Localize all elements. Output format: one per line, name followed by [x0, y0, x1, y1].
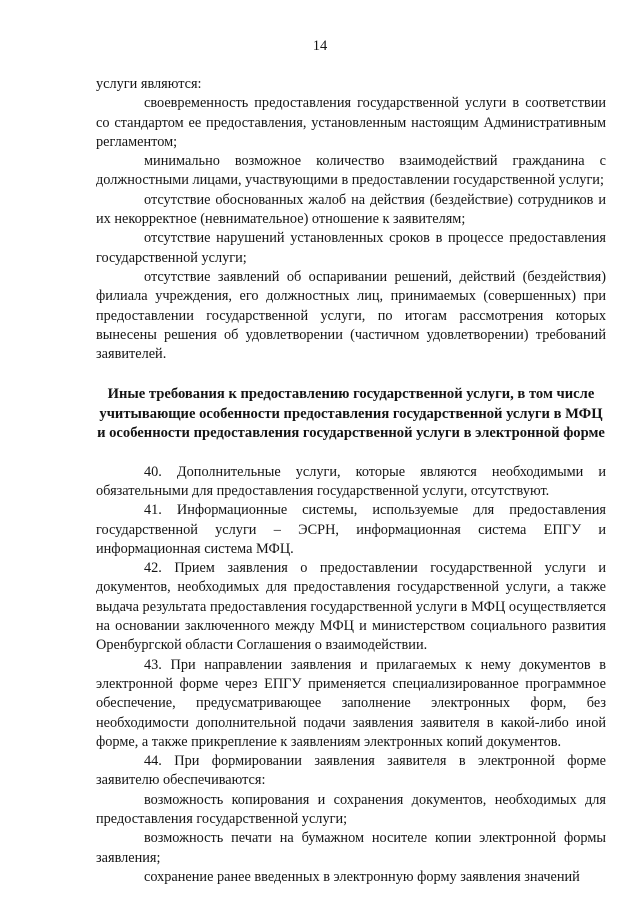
paragraph-40: 40. Дополнительные услуги, которые являются необходимыми и обязательными для предоставления государственной услуги, отсутствуют.	[96, 463, 606, 499]
page-number: 14	[312, 38, 328, 54]
paragraph: своевременность предоставления государственной услуги в соответствии со стандартом ее предоставления, установленным настоящим Административным регламентом;	[96, 95, 606, 150]
section-heading: Иные требования к предоставлению государственной услуги, в том числе учитывающие особенности предоставления государственной услуги в МФЦ и особенности предоставления государственной услуги в электронной форме	[97, 386, 605, 442]
list-item: возможность копирования и сохранения документов, необходимых для предоставления государственной услуги;	[96, 791, 606, 828]
paragraph-41: 41. Информационные системы, используемые для предоставления государственной услуги – ЭСРН, информационная система ЕПГУ и информационная система МФЦ.	[96, 502, 606, 557]
paragraph-44: 44. При формировании заявления заявителя в электронной форме заявителю обеспечиваются:	[96, 753, 606, 789]
list-item: сохранение ранее введенных в электронную форму заявления значений	[144, 868, 580, 885]
paragraph: отсутствие заявлений об оспаривании решений, действий (бездействия) филиала учреждения, его должностных лиц, принимаемых (совершенных) при предоставлении государственной услуги, по итогам рассмотрения которых вынесены решения об удовлетворении (частичном удовлетворении) требований заявителей.	[96, 268, 606, 363]
paragraph: минимально возможное количество взаимодействий гражданина с должностными лицами, участвующими в предоставлении государственной услуги;	[96, 153, 606, 189]
list-item: возможность печати на бумажном носителе копии электронной формы заявления;	[96, 830, 606, 866]
paragraph: отсутствие нарушений установленных сроков в процессе предоставления государственной услуги;	[96, 230, 606, 266]
paragraph-42: 42. Прием заявления о предоставлении государственной услуги и документов, необходимых для предоставления государственной услуги, а также выдача результата предоставления государственной услуги в МФЦ осуществляется на основании заключенного между МФЦ и министерством социального развития Оренбургской области Соглашения о взаимодействии.	[96, 560, 606, 654]
document-body	[96, 75, 606, 887]
paragraph: услуги являются:	[96, 76, 202, 92]
paragraph-43: 43. При направлении заявления и прилагаемых к нему документов в электронной форме через ЕПГУ применяется специализированное программное обеспечение, предусматривающее заполнение электронных форм, без необходимости дополнительной подачи заявления заявителя в какой-либо иной форме, а также прикрепление к заявлениям электронных копий документов.	[96, 656, 606, 750]
paragraph: отсутствие обоснованных жалоб на действия (бездействие) сотрудников и их некорректное (невнимательное) отношение к заявителям;	[96, 191, 606, 228]
